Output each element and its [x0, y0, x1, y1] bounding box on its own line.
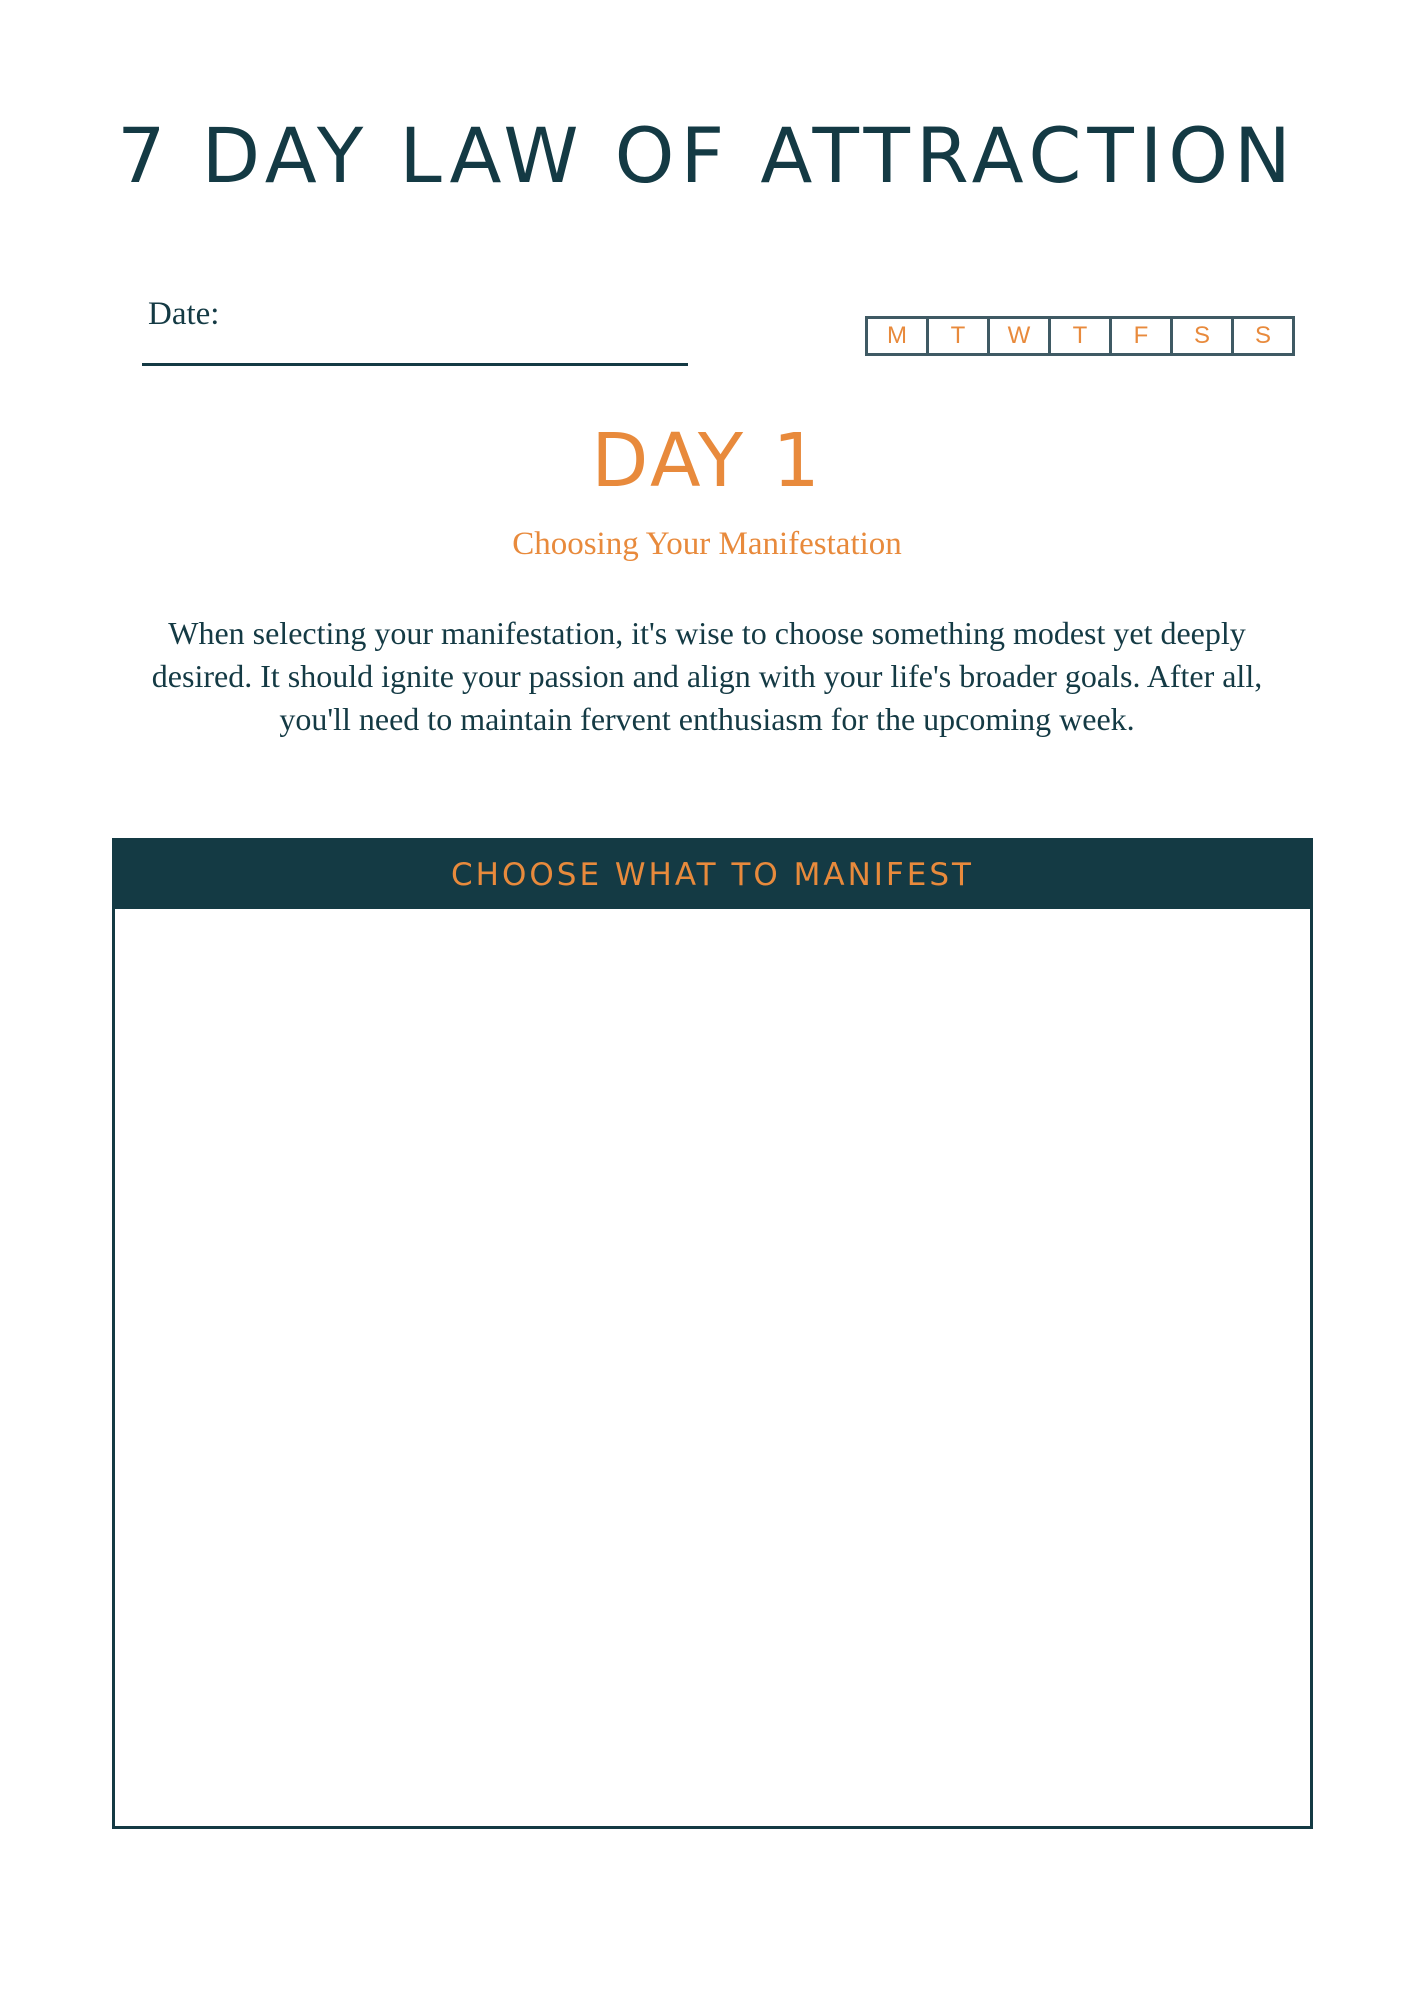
weekday-wednesday[interactable]: W [990, 319, 1051, 353]
weekday-thursday[interactable]: T [1051, 319, 1112, 353]
description-text: When selecting your manifestation, it's wise to choose something modest yet deeply desired. It should ignite your passion and align with your life's broader goals. After all, you'll need to maintain fervent enthusiasm for the upcoming week. [151, 615, 1263, 737]
manifest-box [112, 838, 1313, 1829]
weekday-friday[interactable]: F [1112, 319, 1173, 353]
weekday-sunday[interactable]: S [1254, 322, 1271, 349]
manifest-writing-area[interactable] [115, 909, 1310, 1826]
date-label: Date: [148, 296, 220, 332]
weekday-saturday[interactable]: S [1173, 319, 1234, 353]
date-input-line[interactable] [142, 363, 688, 366]
manifest-box-header: CHOOSE WHAT TO MANIFEST [115, 841, 1310, 909]
weekday-monday[interactable]: M [868, 319, 929, 353]
day-subtitle: Choosing Your Manifestation [512, 526, 902, 562]
page-title: 7 DAY LAW OF ATTRACTION [117, 111, 1297, 200]
weekday-tuesday[interactable]: T [929, 319, 990, 353]
day-heading: DAY 1 [591, 418, 823, 504]
weekday-selector [865, 316, 1295, 356]
